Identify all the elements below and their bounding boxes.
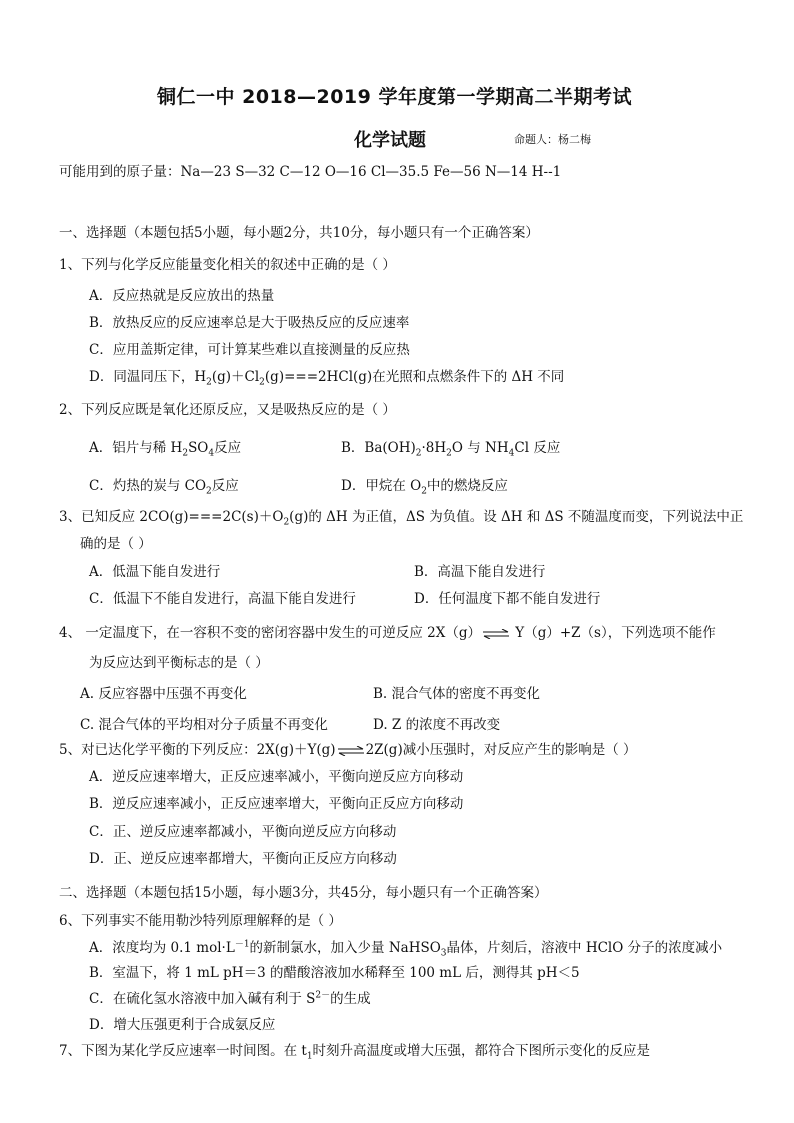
q2-b-sub3: 4 [508,448,515,459]
q2-c-sub: 2 [206,486,212,497]
q1-option-b: B．放热反应的反应速率总是大于吸热反应的反应速率 [89,315,410,331]
exam-author: 命题人：杨二梅 [514,133,591,146]
q1-option-a: A．反应热就是反应放出的热量 [89,288,275,304]
q2-a-sub1: 2 [182,448,189,459]
q3-stem-sub: 2 [283,517,290,528]
q2-b-text2: ·8H [421,440,447,456]
q2-a-text2: SO [188,440,209,456]
q2-a-text3: 反应 [214,440,242,456]
q2-option-c [89,478,239,497]
q7-stem-text2: 时刻升高温度或增大压强，都符合下图所示变化的反应是 [312,1043,651,1059]
q1-d-text3: (g)===2HCl(g)在光照和点燃条件下的 ΔH 不同 [264,369,565,385]
q2-a-sub2: 4 [208,448,215,459]
q6-c-sup: 2－ [315,990,331,1001]
q1-d-text2: (g)＋Cl [211,369,260,385]
q1-d-sub1: 2 [206,377,212,388]
q3-option-d: D．任何温度下都不能自发进行 [414,591,601,607]
section1-heading: 一、选择题（本题包括5小题，每小题2分，共10分，每小题只有一个正确答案） [59,225,539,241]
q5-stem [59,742,637,758]
q3-option-b: B．高温下能自发进行 [414,564,546,580]
q3-stem [59,509,744,528]
q1-stem: 1、下列与化学反应能量变化相关的叙述中正确的是（ ） [59,257,396,273]
q2-stem: 2、下列反应既是氧化还原反应，又是吸热反应的是（ ） [59,402,396,418]
atomic-masses: 可能用到的原子量：Na—23 S—32 C—12 O—16 Cl—35.5 Fe—56 N—14 H--1 [59,164,562,180]
q2-b-text3: O 与 NH [451,440,509,456]
q2-b-sub2: 2 [446,448,452,459]
q4-option-c: C. 混合气体的平均相对分子质量不再变化 [80,717,328,733]
q6-option-c [89,991,371,1007]
q3-stem-text1: 3、已知反应 2CO(g)===2C(s)＋O [59,509,284,525]
q3-stem-cont: 确的是（ ） [80,536,152,552]
q3-option-a: A．低温下能自发进行 [89,564,221,580]
q7-stem-sub: 1 [306,1051,313,1062]
q1-option-c: C．应用盖斯定律，可计算某些难以直接测量的反应热 [89,342,410,358]
q4-stem [59,625,716,641]
q2-c-text1: C．灼热的炭与 CO [89,478,207,494]
q6-a-sup: －1 [234,939,250,950]
q2-b-text4: Cl 反应 [514,440,561,456]
q2-d-text1: D．甲烷在 O [341,478,422,494]
q4-option-d: D. Z 的浓度不再改变 [373,717,501,733]
q6-stem: 6、下列事实不能用勒沙特列原理解释的是（ ） [59,913,342,929]
q2-option-d [341,478,508,497]
q6-a-text3: 晶体，片刻后，溶液中 HClO 分子的浓度减小 [446,940,723,956]
q5-stem-text1: 5、对已达化学平衡的下列反应：2X(g)＋Y(g) [59,742,336,758]
equilibrium-arrow-icon [481,629,511,639]
q5-option-a: A．逆反应速率增大，正反应速率减小，平衡向逆反应方向移动 [89,769,464,785]
q3-option-c: C．低温下不能自发进行，高温下能自发进行 [89,591,356,607]
equilibrium-arrow-icon [336,746,366,756]
exam-subtitle: 化学试题 [354,130,426,151]
q1-d-text1: D．同温同压下，H [89,369,207,385]
q6-c-text1: C．在硫化氢水溶液中加入碱有利于 S [89,991,316,1007]
q4-option-a: A. 反应容器中压强不再变化 [80,686,247,702]
q1-option-d [89,369,565,388]
section2-heading: 二、选择题（本题包括15小题，每小题3分，共45分，每小题只有一个正确答案） [59,885,548,901]
q1-d-sub2: 2 [259,377,265,388]
q3-stem-text2: (g)的 ΔH 为正值，ΔS 为负值。设 ΔH 和 ΔS 不随温度而变，下列说法中正 [289,509,744,525]
q2-option-b [341,440,561,459]
q6-option-a [89,939,723,959]
q4-option-b: B. 混合气体的密度不再变化 [373,686,541,702]
q6-option-b: B．室温下，将 1 mL pH＝3 的醋酸溶液加水稀释至 100 mL 后，测得其 pH＜5 [89,965,580,981]
q6-c-text2: 的生成 [330,991,371,1007]
exam-title: 铜仁一中 2018—2019 学年度第一学期高二半期考试 [157,86,632,108]
q6-a-text1: A．浓度均为 0.1 mol·L [89,940,235,956]
q5-option-c: C．正、逆反应速率都减小，平衡向逆反应方向移动 [89,824,397,840]
q2-d-text2: 中的燃烧反应 [426,478,508,494]
q4-stem-cont: 为反应达到平衡标志的是（ ） [89,655,269,671]
q2-b-sub1: 2 [415,448,422,459]
q6-a-sub: 3 [440,948,447,959]
q2-d-sub: 2 [421,486,427,497]
q5-option-b: B．逆反应速率减小，正反应速率增大，平衡向正反应方向移动 [89,796,464,812]
q7-stem-text1: 7、下图为某化学反应速率一时间图。在 t [59,1043,307,1059]
q6-option-d: D．增大压强更利于合成氨反应 [89,1017,276,1033]
q4-stem-text1: 4、 一定温度下，在一容积不变的密闭容器中发生的可逆反应 2X（g） [59,625,482,641]
q5-stem-text2: 2Z(g)减小压强时，对反应产生的影响是（ ） [365,742,637,758]
q2-option-a [89,440,242,459]
q2-c-text2: 反应 [211,478,239,494]
q7-stem [59,1043,651,1062]
q6-a-text2: 的新制氯水，加入少量 NaHSO [249,940,441,956]
q2-b-text1: B．Ba(OH) [341,440,416,456]
q4-stem-text2: Y（g）+Z（s），下列选项不能作 [511,625,716,641]
q2-a-text1: A．铝片与稀 H [89,440,183,456]
q5-option-d: D．正、逆反应速率都增大，平衡向正反应方向移动 [89,851,397,867]
